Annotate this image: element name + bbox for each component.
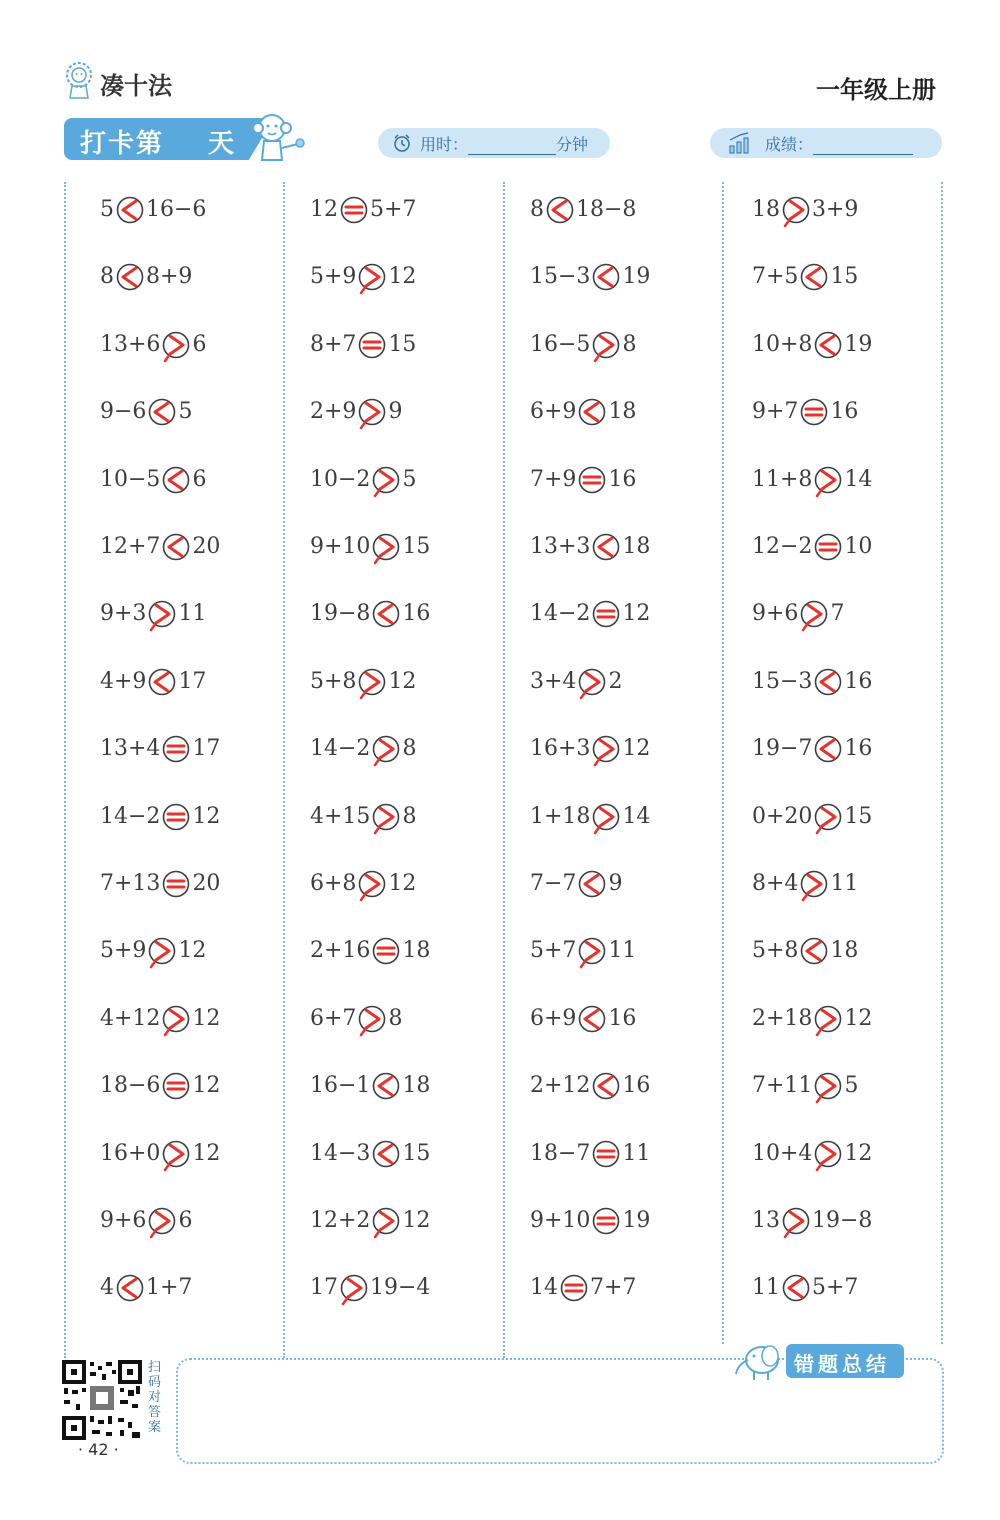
right-expression: 19	[622, 1208, 651, 1233]
comparison-item	[310, 330, 416, 360]
answer-circle[interactable]	[800, 263, 828, 291]
comparison-item	[752, 667, 872, 697]
right-expression: 16	[830, 399, 859, 425]
left-expression: 3+4	[530, 668, 577, 694]
check-in-label: 打卡第	[80, 129, 165, 159]
right-expression: 16	[402, 601, 431, 627]
column-divider	[503, 182, 505, 1358]
right-expression: 12	[388, 264, 417, 290]
answer-circle[interactable]	[578, 1005, 606, 1033]
time-unit: 分钟	[556, 135, 589, 154]
answer-circle[interactable]	[372, 533, 400, 561]
right-expression: 15	[402, 1140, 431, 1166]
comparison-item	[100, 195, 206, 225]
comparison-item	[752, 465, 872, 495]
answer-circle[interactable]	[800, 600, 828, 628]
right-expression: 15	[830, 264, 859, 290]
right-expression: 12	[192, 803, 221, 829]
right-expression: 14	[844, 466, 873, 492]
answer-circle[interactable]	[162, 1140, 190, 1168]
left-expression: 6+8	[310, 871, 357, 896]
answer-circle[interactable]	[340, 1274, 368, 1302]
left-expression: 8	[100, 264, 114, 290]
comparison-item	[752, 1139, 872, 1169]
left-expression: 4+9	[100, 668, 147, 694]
right-expression: 19	[622, 264, 651, 290]
left-expression: 5+8	[310, 668, 357, 694]
left-expression: 13+4	[100, 736, 161, 762]
right-expression: 2	[608, 668, 623, 694]
right-expression: 18	[402, 1073, 431, 1099]
right-expression: 20	[192, 534, 221, 559]
right-expression: 15	[402, 534, 431, 559]
right-expression: 18	[830, 938, 859, 964]
answer-circle[interactable]	[800, 937, 828, 965]
right-expression: 6	[178, 1208, 193, 1233]
answer-circle[interactable]	[372, 803, 400, 831]
answer-circle[interactable]	[372, 600, 400, 628]
comparison-item	[100, 1004, 220, 1034]
answer-circle[interactable]	[358, 1005, 386, 1033]
answer-circle[interactable]	[372, 1207, 400, 1235]
left-expression: 5+9	[100, 938, 147, 964]
comparison-item	[530, 1004, 636, 1034]
right-expression: 16	[608, 1005, 637, 1031]
answer-circle[interactable]	[116, 263, 144, 291]
comparison-item	[100, 1206, 192, 1236]
comparison-item	[530, 1071, 650, 1101]
answer-circle[interactable]	[578, 937, 606, 965]
comparison-item	[530, 397, 636, 427]
answer-circle[interactable]	[340, 196, 368, 224]
left-expression: 7+9	[530, 466, 577, 492]
comparison-item	[310, 195, 416, 225]
right-expression: 7+7	[590, 1275, 637, 1301]
comparison-item	[530, 532, 650, 562]
answer-circle[interactable]	[162, 466, 190, 494]
left-expression: 9+10	[530, 1208, 591, 1233]
comparison-item	[100, 667, 206, 697]
right-expression: 5+7	[812, 1275, 859, 1301]
left-expression: 14−2	[100, 803, 161, 829]
left-expression: 5+9	[310, 264, 357, 290]
comparison-item	[310, 869, 416, 899]
right-expression: 12	[402, 1208, 431, 1233]
answer-circle[interactable]	[578, 668, 606, 696]
right-expression: 12	[178, 938, 207, 964]
left-expression: 10+4	[752, 1140, 813, 1166]
left-expression: 13+3	[530, 534, 591, 559]
left-expression: 2+16	[310, 938, 371, 964]
answer-circle[interactable]	[814, 331, 842, 359]
left-expression: 6+9	[530, 399, 577, 425]
answer-circle[interactable]	[162, 735, 190, 763]
comparison-item	[310, 734, 416, 764]
error-summary-label: 错题总结	[794, 1352, 890, 1376]
answer-circle[interactable]	[358, 668, 386, 696]
answer-circle[interactable]	[592, 263, 620, 291]
answer-circle[interactable]	[162, 1005, 190, 1033]
comparison-item	[310, 599, 430, 629]
right-expression: 12	[388, 668, 417, 694]
right-expression: 12	[622, 601, 651, 627]
left-expression: 7+5	[752, 264, 799, 290]
left-expression: 9+7	[752, 399, 799, 425]
comparison-item	[310, 1273, 430, 1303]
left-expression: 10−2	[310, 466, 371, 492]
right-expression: 12	[844, 1005, 873, 1031]
comparison-item	[100, 599, 206, 629]
right-expression: 10	[844, 534, 873, 559]
answer-circle[interactable]	[372, 937, 400, 965]
comparison-item	[752, 1206, 872, 1236]
bar-chart-icon	[728, 132, 752, 154]
answer-circle[interactable]	[116, 1274, 144, 1302]
comparison-item	[530, 869, 622, 899]
right-expression: 9	[388, 399, 403, 425]
answer-circle[interactable]	[578, 398, 606, 426]
answer-circle[interactable]	[162, 803, 190, 831]
answer-circle[interactable]	[814, 1005, 842, 1033]
left-expression: 6+9	[530, 1005, 577, 1031]
right-expression: 8	[622, 331, 637, 357]
right-expression: 6	[192, 466, 207, 492]
left-expression: 2+12	[530, 1073, 591, 1099]
right-expression: 3+9	[812, 197, 859, 222]
comparison-item	[752, 936, 858, 966]
answer-circle[interactable]	[592, 1072, 620, 1100]
comparison-item	[530, 802, 650, 832]
comparison-item	[752, 869, 858, 899]
answer-circle[interactable]	[148, 600, 176, 628]
right-expression: 9	[608, 871, 623, 896]
comparison-item	[100, 1273, 192, 1303]
left-expression: 9−6	[100, 399, 147, 425]
answer-circle[interactable]	[162, 870, 190, 898]
right-expression: 11	[178, 601, 207, 627]
right-expression: 18−8	[576, 197, 637, 222]
right-expression: 19	[844, 331, 873, 357]
left-expression: 2+9	[310, 399, 357, 425]
comparison-item	[530, 262, 650, 292]
right-expression: 18	[622, 534, 651, 559]
left-expression: 14−2	[310, 736, 371, 762]
comparison-item	[310, 532, 430, 562]
left-expression: 11+8	[752, 466, 813, 492]
comparison-item	[530, 465, 636, 495]
left-expression: 4+15	[310, 803, 371, 829]
time-label: 用时：	[420, 135, 469, 154]
left-expression: 12−2	[752, 534, 813, 559]
answer-circle[interactable]	[814, 803, 842, 831]
left-expression: 14	[530, 1275, 558, 1301]
comparison-item	[310, 1206, 430, 1236]
answer-circle[interactable]	[358, 263, 386, 291]
right-expression: 16	[844, 736, 873, 762]
answer-circle[interactable]	[592, 533, 620, 561]
right-expression: 6	[192, 331, 207, 357]
answer-circle[interactable]	[592, 1207, 620, 1235]
comparison-item	[310, 667, 416, 697]
right-expression: 16	[844, 668, 873, 694]
comparison-item	[530, 1139, 650, 1169]
answer-circle[interactable]	[358, 870, 386, 898]
left-expression: 12	[310, 197, 338, 222]
comparison-item	[752, 397, 858, 427]
right-expression: 8+9	[146, 264, 193, 290]
comparison-item	[752, 195, 858, 225]
answer-circle[interactable]	[372, 466, 400, 494]
answer-circle[interactable]	[358, 331, 386, 359]
left-expression: 13+6	[100, 331, 161, 357]
answer-circle[interactable]	[372, 1072, 400, 1100]
answer-circle[interactable]	[116, 196, 144, 224]
comparison-item	[310, 262, 416, 292]
left-expression: 10−5	[100, 466, 161, 492]
right-expression: 14	[622, 803, 651, 829]
comparison-item	[310, 1071, 430, 1101]
answer-circle[interactable]	[814, 1140, 842, 1168]
comparison-item	[752, 262, 858, 292]
left-expression: 13	[752, 1208, 780, 1233]
right-expression: 7	[830, 601, 845, 627]
left-expression: 9+6	[100, 1208, 147, 1233]
comparison-item	[100, 869, 220, 899]
right-expression: 18	[402, 938, 431, 964]
column-divider	[941, 182, 943, 1344]
monkey-mascot-icon	[248, 110, 310, 166]
right-expression: 17	[178, 668, 207, 694]
right-expression: 12	[388, 871, 417, 896]
left-expression: 18	[752, 197, 780, 222]
answer-circle[interactable]	[546, 196, 574, 224]
left-expression: 8+4	[752, 871, 799, 896]
comparison-item	[310, 936, 430, 966]
lion-logo-icon	[62, 60, 96, 100]
left-expression: 7+11	[752, 1073, 813, 1099]
left-expression: 11	[752, 1275, 780, 1301]
comparison-item	[100, 465, 206, 495]
left-expression: 19−7	[752, 736, 813, 762]
page-title: 凑十法	[100, 72, 172, 100]
comparison-item	[100, 734, 220, 764]
right-expression: 12	[192, 1073, 221, 1099]
answer-circle[interactable]	[162, 331, 190, 359]
alarm-clock-icon	[392, 133, 412, 153]
comparison-item	[530, 330, 636, 360]
right-expression: 19−4	[370, 1275, 431, 1301]
right-expression: 11	[608, 938, 637, 964]
score-blank[interactable]	[813, 140, 913, 155]
comparison-item	[530, 936, 636, 966]
left-expression: 9+10	[310, 534, 371, 559]
check-in-day-label: 天	[208, 129, 235, 159]
right-expression: 11	[830, 871, 859, 896]
right-expression: 1+7	[146, 1275, 193, 1301]
answer-circle[interactable]	[814, 533, 842, 561]
elephant-icon	[732, 1338, 788, 1382]
comparison-item	[752, 330, 872, 360]
answer-circle[interactable]	[372, 1140, 400, 1168]
right-expression: 19−8	[812, 1208, 873, 1233]
left-expression: 14−3	[310, 1140, 371, 1166]
right-expression: 12	[192, 1140, 221, 1166]
answer-circle[interactable]	[148, 1207, 176, 1235]
right-expression: 5	[844, 1073, 859, 1099]
grade-label: 一年级上册	[816, 76, 936, 104]
left-expression: 9+3	[100, 601, 147, 627]
comparison-item	[752, 532, 872, 562]
comparison-item	[752, 1071, 858, 1101]
comparison-item	[100, 532, 220, 562]
comparison-item	[310, 802, 416, 832]
answer-circle[interactable]	[814, 1072, 842, 1100]
comparison-item	[752, 802, 872, 832]
right-expression: 15	[844, 803, 873, 829]
answer-circle[interactable]	[782, 1274, 810, 1302]
left-expression: 15−3	[530, 264, 591, 290]
right-expression: 8	[402, 803, 417, 829]
right-expression: 18	[608, 399, 637, 425]
right-expression: 8	[402, 736, 417, 762]
answer-circle[interactable]	[592, 803, 620, 831]
left-expression: 2+18	[752, 1005, 813, 1031]
comparison-item	[530, 1206, 650, 1236]
comparison-item	[100, 1071, 220, 1101]
left-expression: 10+8	[752, 331, 813, 357]
answer-circle[interactable]	[148, 668, 176, 696]
right-expression: 5	[178, 399, 193, 425]
comparison-item	[752, 734, 872, 764]
answer-circle[interactable]	[358, 398, 386, 426]
time-blank[interactable]	[468, 140, 556, 155]
right-expression: 15	[388, 331, 417, 357]
answer-circle[interactable]	[592, 331, 620, 359]
comparison-item	[530, 195, 636, 225]
column-divider	[722, 182, 724, 1344]
answer-circle[interactable]	[814, 668, 842, 696]
comparison-item	[310, 465, 416, 495]
comparison-item	[310, 1004, 402, 1034]
score-label: 成绩：	[765, 135, 814, 154]
left-expression: 5	[100, 197, 114, 222]
comparison-item	[100, 1139, 220, 1169]
left-expression: 5+8	[752, 938, 799, 964]
answer-circle[interactable]	[162, 1072, 190, 1100]
comparison-item	[100, 936, 206, 966]
right-expression: 16−6	[146, 197, 207, 222]
right-expression: 12	[844, 1140, 873, 1166]
answer-circle[interactable]	[372, 735, 400, 763]
right-expression: 20	[192, 871, 221, 896]
right-expression: 11	[622, 1140, 651, 1166]
left-expression: 16+3	[530, 736, 591, 762]
comparison-item	[752, 599, 844, 629]
left-expression: 12+7	[100, 534, 161, 559]
qr-code-icon[interactable]	[62, 1360, 142, 1440]
left-expression: 8+7	[310, 331, 357, 357]
right-expression: 8	[388, 1005, 403, 1031]
comparison-item	[310, 1139, 430, 1169]
left-expression: 15−3	[752, 668, 813, 694]
right-expression: 5+7	[370, 197, 417, 222]
left-expression: 14−2	[530, 601, 591, 627]
left-expression: 8	[530, 197, 544, 222]
left-expression: 18−6	[100, 1073, 161, 1099]
answer-circle[interactable]	[592, 1140, 620, 1168]
left-expression: 16+0	[100, 1140, 161, 1166]
column-divider	[64, 182, 66, 1358]
comparison-item	[100, 262, 192, 292]
left-expression: 1+18	[530, 803, 591, 829]
answer-circle[interactable]	[800, 398, 828, 426]
right-expression: 12	[192, 1005, 221, 1031]
left-expression: 9+6	[752, 601, 799, 627]
right-expression: 16	[622, 1073, 651, 1099]
left-expression: 12+2	[310, 1208, 371, 1233]
comparison-item	[752, 1273, 858, 1303]
answer-circle[interactable]	[578, 466, 606, 494]
comparison-item	[100, 330, 206, 360]
comparison-item	[100, 397, 192, 427]
comparison-item	[530, 1273, 636, 1303]
answer-circle[interactable]	[800, 870, 828, 898]
right-expression: 16	[608, 466, 637, 492]
answer-circle[interactable]	[560, 1274, 588, 1302]
comparison-item	[530, 599, 650, 629]
left-expression: 4	[100, 1275, 114, 1301]
right-expression: 5	[402, 466, 417, 492]
answer-circle[interactable]	[592, 735, 620, 763]
left-expression: 7+13	[100, 871, 161, 896]
left-expression: 19−8	[310, 601, 371, 627]
comparison-item	[530, 734, 650, 764]
comparison-item	[752, 1004, 872, 1034]
left-expression: 6+7	[310, 1005, 357, 1031]
answer-circle[interactable]	[592, 600, 620, 628]
left-expression: 7−7	[530, 871, 577, 896]
comparison-item	[530, 667, 622, 697]
answer-circle[interactable]	[148, 937, 176, 965]
left-expression: 0+20	[752, 803, 813, 829]
left-expression: 16−1	[310, 1073, 371, 1099]
left-expression: 4+12	[100, 1005, 161, 1031]
comparison-item	[100, 802, 220, 832]
answer-circle[interactable]	[814, 735, 842, 763]
column-divider	[283, 182, 285, 1358]
answer-circle[interactable]	[782, 1207, 810, 1235]
answer-circle[interactable]	[814, 466, 842, 494]
answer-circle[interactable]	[162, 533, 190, 561]
left-expression: 5+7	[530, 938, 577, 964]
answer-circle[interactable]	[578, 870, 606, 898]
left-expression: 17	[310, 1275, 338, 1301]
left-expression: 16−5	[530, 331, 591, 357]
scan-for-answers-label: 扫码对答案	[148, 1360, 162, 1435]
comparison-item	[310, 397, 402, 427]
right-expression: 12	[622, 736, 651, 762]
left-expression: 18−7	[530, 1140, 591, 1166]
answer-circle[interactable]	[782, 196, 810, 224]
right-expression: 17	[192, 736, 221, 762]
answer-circle[interactable]	[148, 398, 176, 426]
page-number: · 42 ·	[78, 1440, 119, 1459]
